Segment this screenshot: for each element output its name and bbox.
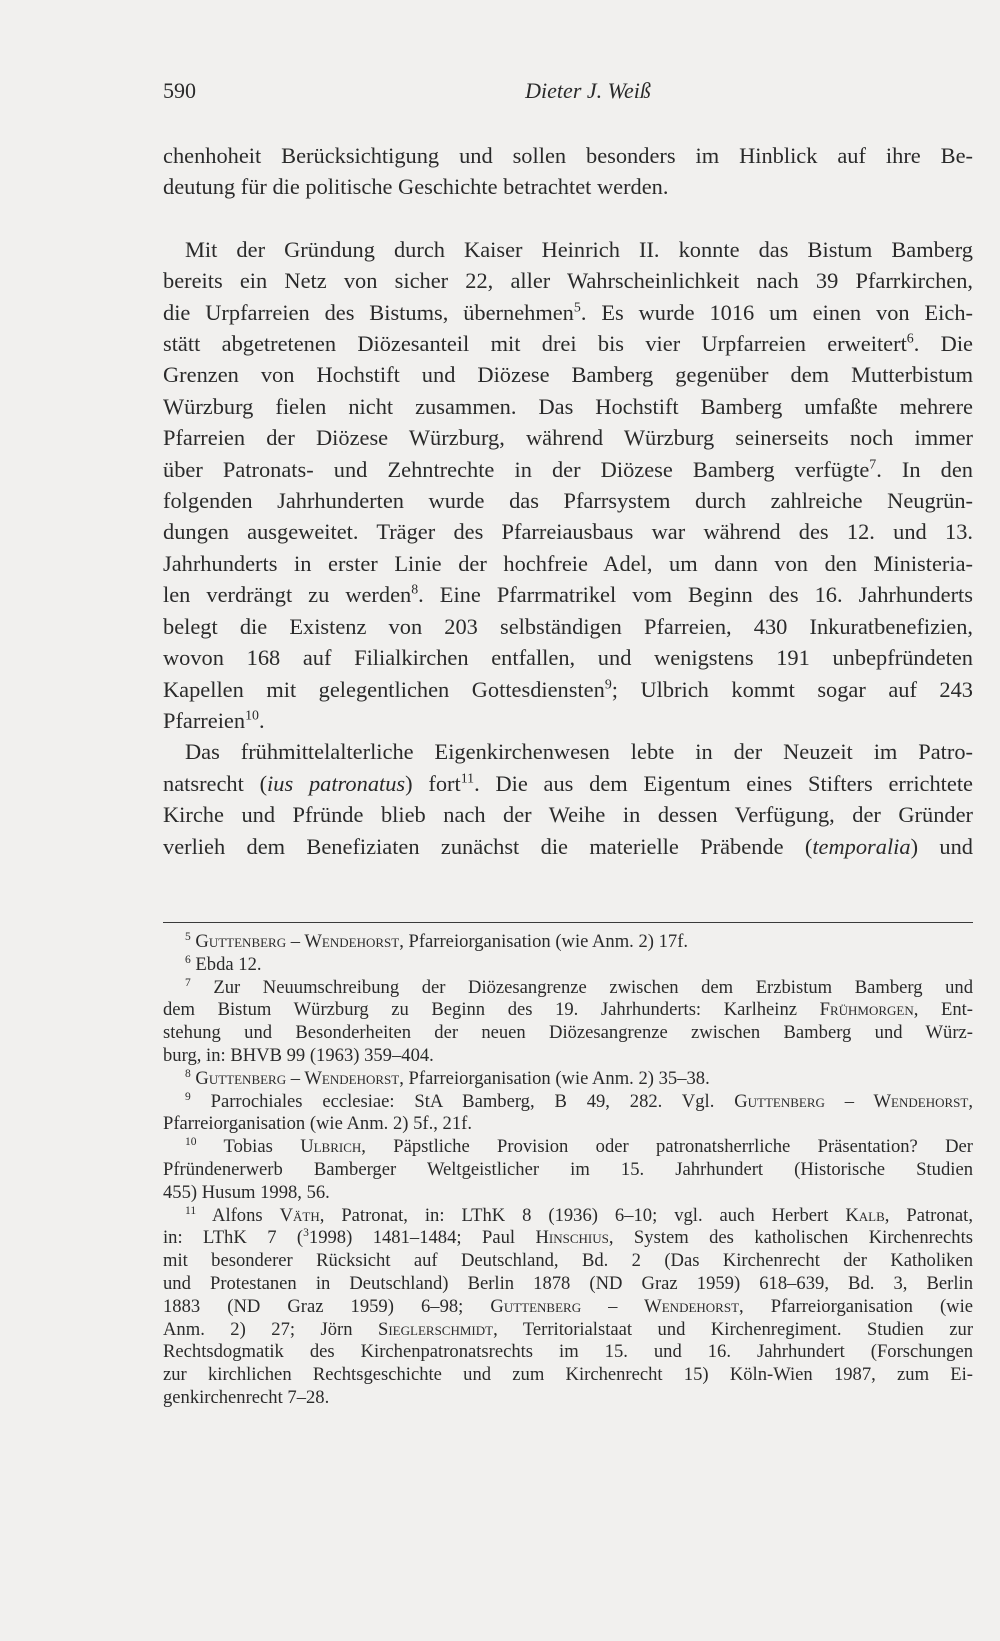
footnote-number: 7	[185, 976, 191, 989]
text-line: Würzburg fielen nicht zusammen. Das Hochstift Bamberg umfaßte mehrere	[163, 393, 973, 419]
footnote-number: 6	[185, 953, 191, 966]
text-line: Das frühmittelalterliche Eigenkirchenwesen lebte in der Neuzeit im Patro-	[185, 739, 973, 765]
footnote-ref[interactable]: 5	[573, 300, 581, 316]
text-line: natsrecht (ius patronatus) fort$^{11}$. Die aus dem Eigentum eines Stifters errichtete	[163, 770, 973, 796]
text-line: chenhoheit Berücksichtigung und sollen besonders im Hinblick auf ihre Be-	[163, 143, 973, 168]
text-line: über Patronats- und Zehntrechte in der Diözese Bamberg verfügte$^7$. In den	[163, 456, 973, 482]
footnote-number: 10	[185, 1135, 197, 1148]
text-line: die Urpfarreien des Bistums, übernehmen$^5$. Es wurde 1016 um einen von Eich-	[163, 299, 973, 325]
footnote-ref[interactable]: 10	[245, 708, 259, 724]
text-line: deutung für die politische Geschichte betrachtet werden.	[163, 174, 669, 200]
text-line: belegt die Existenz von 203 selbständigen Pfarreien, 430 Inkuratbenefizien,	[163, 613, 973, 639]
footnote-6: $^6$ Ebda 12.	[185, 953, 262, 975]
footnote-number: 11	[185, 1204, 197, 1217]
footnote-ref[interactable]: 6	[906, 331, 914, 347]
text-line: bereits ein Netz von sicher 22, aller Wahrscheinlichkeit nach 39 Pfarrkirchen,	[163, 268, 973, 294]
footnote-11: $^{11}$ Alfons Väth, Patronat, in: LThK 8 (1936) 6–10; vgl. auch Herbert Kalb, Patronat, in: LThK 7 ($^3$1998) 1481–1484; Paul Hinschius, System des katholischen Kirchenrechts mit besonderer Rücksicht auf Deutschland, Bd. 2 (Das Kirchenrecht der Katholiken und Protestanen in Deutschland) Berlin 1878 (ND Graz 1959) 618–639, Bd. 3, Berlin 1883 (ND Graz 1959) 6–98; Guttenberg – Wendehorst, Pfarreiorganisation (wie Anm. 2) 27; Jörn Sieglerschmidt, Territorialstaat und Kirchenregiment. Studien zur Rechtsdogmatik des Kirchenpatronatsrechts im 15. und 16. Jahrhundert (Forschungen zur kirchlichen Rechtsgeschichte und zum Kirchenrecht 15) Köln-Wien 1987, zum Ei- genkirchenrecht 7–28.	[163, 1204, 974, 1408]
footnote-8: $^8$ Guttenberg – Wendehorst, Pfarreiorganisation (wie Anm. 2) 35–38.	[185, 1067, 710, 1089]
footnote-9: $^9$ Parrochiales ecclesiae: StA Bamberg, B 49, 282. Vgl. Guttenberg – Wendehorst, Pfarreiorganisation (wie Anm. 2) 5f., 21f.	[163, 1090, 973, 1135]
footnote-number: 9	[185, 1090, 191, 1103]
text-line: Kirche und Pfründe blieb nach der Weihe in dessen Verfügung, der Gründer	[163, 802, 973, 828]
footnote-number: 8	[185, 1067, 191, 1080]
footnote-10: $^{10}$ Tobias Ulbrich, Päpstliche Provision oder patronatsherrliche Präsentation? Der Pfründenerwerb Bamberger Weltgeistlicher im 15. Jahrhundert (Historische Studien 455) Husum 1998, 56.	[163, 1135, 974, 1203]
text-line: Pfarreien$^{10}$.	[163, 707, 265, 733]
text-line: verlieh dem Benefiziaten zunächst die materielle Präbende (temporalia) und	[163, 833, 973, 859]
text-line: dungen ausgeweitet. Träger des Pfarreiausbaus war während des 12. und 13.	[163, 519, 973, 545]
footnote-ref[interactable]: 9	[604, 677, 612, 693]
text-line: Jahrhunderts in erster Linie der hochfreie Adel, um dann von den Ministeria-	[163, 550, 973, 576]
footnote-number: 5	[185, 930, 191, 943]
text-line: Mit der Gründung durch Kaiser Heinrich II. konnte das Bistum Bamberg	[185, 236, 973, 262]
text-line: Pfarreien der Diözese Würzburg, während Würzburg seinerseits noch immer	[163, 425, 973, 451]
footnote-7: $^7$ Zur Neuumschreibung der Diözesangrenze zwischen dem Erzbistum Bamberg und dem Bistum Würzburg zu Beginn des 19. Jahrhunderts: Karlheinz Frühmorgen, Ent- stehung und Besonderheiten der neuen Diözesangrenze zwischen Bamberg und Würz- burg, in: BHVB 99 (1963) 359–404.	[163, 976, 973, 1066]
running-head: Dieter J. Weiß	[525, 78, 651, 103]
text-line: wovon 168 auf Filialkirchen entfallen, und wenigstens 191 unbepfründeten	[163, 645, 973, 671]
text-line: Kapellen mit gelegentlichen Gottesdiensten$^9$; Ulbrich kommt sogar auf 243	[163, 676, 973, 702]
footnotes	[163, 931, 973, 1410]
footnote-rule	[163, 922, 973, 923]
page-header	[163, 78, 973, 108]
footnote-ref[interactable]: 11	[460, 771, 475, 787]
text-line: folgenden Jahrhunderten wurde das Pfarrsystem durch zahlreiche Neugrün-	[163, 488, 973, 514]
paragraph	[163, 140, 973, 203]
page-number: 590	[163, 78, 196, 103]
text-line: len verdrängt zu werden$^8$. Eine Pfarrmatrikel vom Beginn des 16. Jahrhunderts	[163, 582, 973, 608]
footnote-ref[interactable]: 7	[869, 457, 877, 473]
footnote-ref[interactable]: 8	[411, 582, 419, 598]
main-text	[163, 140, 973, 862]
paragraph	[163, 234, 973, 737]
footnote-5: $^5$ Guttenberg – Wendehorst, Pfarreiorganisation (wie Anm. 2) 17f.	[185, 930, 689, 952]
text-line: stätt abgetretenen Diözesanteil mit drei bis vier Urpfarreien erweitert$^6$. Die	[163, 331, 973, 357]
text-line: Grenzen von Hochstift und Diözese Bamberg gegenüber dem Mutterbistum	[163, 362, 973, 388]
paragraph	[163, 736, 973, 862]
